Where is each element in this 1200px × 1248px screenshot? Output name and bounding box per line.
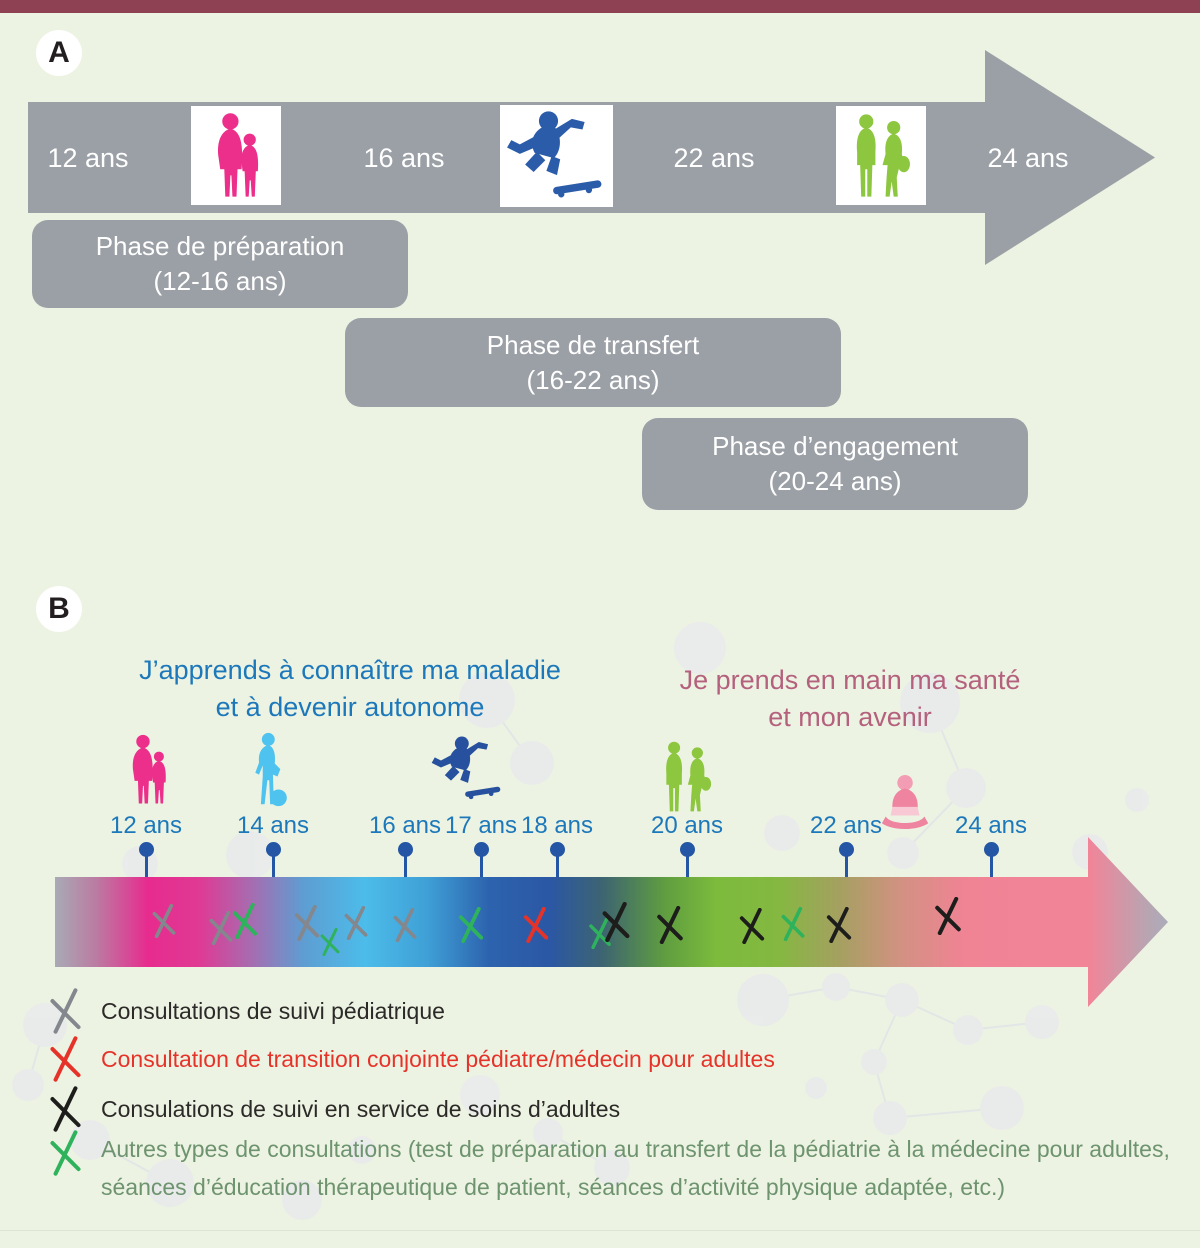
icon-box-skateboarder [500, 105, 613, 207]
heading-left-line2: et à devenir autonome [215, 692, 485, 722]
young-adult-couple-icon [849, 112, 914, 200]
x-mark-glyph [656, 906, 685, 944]
legend-x-mark-black [48, 1086, 83, 1132]
timeline-a-age-label: 16 ans [363, 143, 445, 173]
legend-label: Consulations de suivi en service de soins d’adultes [101, 1096, 621, 1122]
phase-range: (16-22 ans) [526, 364, 660, 395]
x-mark-glyph [232, 903, 259, 939]
consultation-mark-black [826, 907, 853, 943]
timeline-a-age-label: 12 ans [47, 143, 129, 173]
consultation-mark-green [320, 928, 341, 956]
skateboarder-icon [506, 109, 608, 203]
timeline-b-age-label: 18 ans [520, 812, 594, 839]
consultation-mark-gray [392, 908, 418, 942]
x-mark-glyph [780, 907, 806, 941]
consultation-mark-gray [343, 906, 369, 940]
legend-x-mark-red [48, 1036, 83, 1082]
timeline-b-age-label: 24 ans [954, 812, 1028, 839]
phase-title: Phase de transfert [486, 329, 700, 360]
phase-box-2 [345, 318, 841, 407]
legend-label: Consultation de transition conjointe pédiatre/médecin pour adultes [101, 1046, 775, 1072]
age-pin-stem [686, 855, 689, 878]
phase-range: (20-24 ans) [768, 466, 902, 496]
young-adult-couple-icon [656, 740, 718, 814]
icon-box-mother-child [191, 106, 281, 205]
age-pin-stem [480, 855, 483, 878]
panel-b-letter: B [48, 592, 70, 625]
age-pin-stem [556, 855, 559, 878]
heading-right-line2: et mon avenir [768, 702, 932, 732]
x-mark-glyph [601, 902, 631, 942]
x-mark-glyph [934, 897, 963, 935]
timeline-b-age-label: 12 ans [109, 812, 183, 839]
heading-right-line1: Je prends en main ma santé [679, 665, 1021, 695]
panel-a-letter: A [48, 36, 70, 69]
learning-phase-heading [75, 652, 625, 726]
x-mark-glyph [739, 908, 766, 944]
phase-box-3 [642, 418, 1028, 510]
timeline-b-age-label: 16 ans [368, 812, 442, 839]
consultation-mark-black [656, 906, 685, 944]
timeline-b-age-label: 14 ans [236, 812, 310, 839]
x-mark-glyph [208, 911, 234, 945]
teen-with-ball-icon [249, 732, 295, 808]
phase-range: (12-16 ans) [153, 266, 287, 296]
consultation-mark-gray [294, 905, 321, 941]
legend-row-black [48, 1086, 620, 1132]
x-mark-glyph [48, 988, 83, 1034]
x-mark-glyph [48, 1130, 83, 1176]
legend-row-green [48, 1130, 1186, 1206]
timeline-b-age-label: 17 ans [444, 812, 518, 839]
icon-box-couple [836, 106, 926, 205]
legend-x-mark-gray [48, 988, 83, 1034]
consultation-mark-black [601, 902, 631, 942]
timeline-b-age-label: 20 ans [650, 812, 724, 839]
consultation-mark-green [232, 903, 259, 939]
consultation-mark-red [523, 907, 550, 943]
mother-child-icon [206, 112, 267, 200]
age-pin-stem [845, 855, 848, 878]
legend-row-red [48, 1036, 775, 1082]
timeline-a-age-label: 24 ans [987, 143, 1069, 173]
age-pin-stem [272, 855, 275, 878]
laptop-person-icon [877, 774, 935, 830]
timeline-a-age-label: 22 ans [673, 143, 755, 173]
heading-left-line1: J’apprends à connaître ma maladie [139, 655, 561, 685]
bottom-divider-line [0, 1230, 1200, 1231]
timeline-b-age-label: 22 ans [809, 812, 883, 839]
legend-row-gray [48, 988, 445, 1034]
x-mark-glyph [48, 1036, 83, 1082]
consultation-mark-black [934, 897, 963, 935]
phase-title: Phase d’engagement [712, 431, 958, 461]
ownership-phase-heading [640, 662, 1060, 736]
x-mark-glyph [320, 928, 341, 956]
consultation-mark-gray [151, 904, 177, 938]
x-mark-glyph [48, 1086, 83, 1132]
legend-label: Consultations de suivi pédiatrique [101, 998, 445, 1024]
x-mark-glyph [458, 907, 485, 943]
consultation-mark-green [458, 907, 485, 943]
panel-b-label [36, 586, 82, 632]
consultation-mark-gray [208, 911, 234, 945]
mother-child-icon [120, 734, 176, 806]
x-mark-glyph [294, 905, 321, 941]
phase-title: Phase de préparation [95, 231, 345, 261]
consultation-mark-green [780, 907, 806, 941]
legend-x-mark-green [48, 1130, 83, 1176]
x-mark-glyph [826, 907, 853, 943]
skateboarder-icon [424, 735, 512, 803]
age-pin-stem [990, 855, 993, 878]
panel-a-label [36, 30, 82, 76]
x-mark-glyph [151, 904, 177, 938]
age-pin-stem [145, 855, 148, 878]
consultation-mark-black [739, 908, 766, 944]
age-pin-stem [404, 855, 407, 878]
x-mark-glyph [392, 908, 418, 942]
x-mark-glyph [523, 907, 550, 943]
phase-box-1 [32, 220, 408, 308]
x-mark-glyph [343, 906, 369, 940]
legend-label: Autres types de consultations (test de préparation au transfert de la pédiatrie à la médecine pour adultes, séances d’éducation thérapeutique de patient, séances d’activité physique adaptée, etc.) [101, 1136, 1170, 1200]
